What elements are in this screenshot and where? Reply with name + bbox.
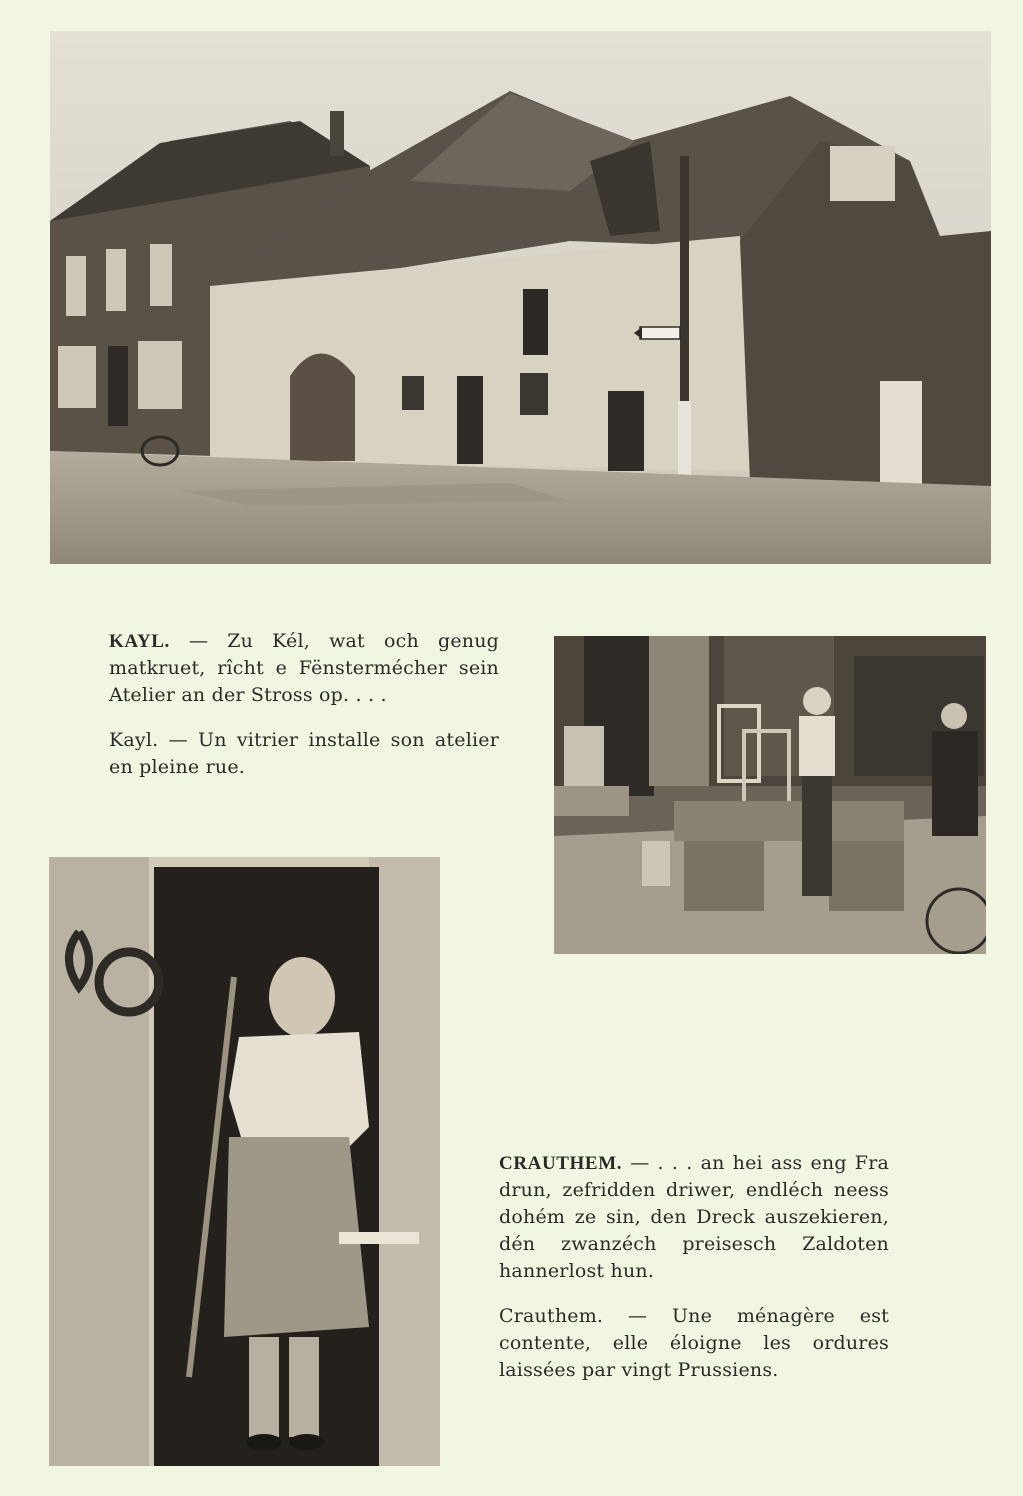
caption-text: — Zu Kél, wat och genug matkruet, rîcht e Fënstermécher sein Atelier an der Stross op. . . . bbox=[109, 630, 499, 706]
photo-glazier-workshop bbox=[554, 636, 986, 954]
caption-text: — Une ménagère est contente, elle éloigne les ordures laissées par vingt Prussiens. bbox=[499, 1305, 889, 1381]
caption-text: — Un vitrier installe son atelier en pleine rue. bbox=[109, 729, 499, 778]
arrow-sign-icon bbox=[634, 327, 680, 339]
caption-crauthem-luxembourgish bbox=[499, 1150, 889, 1285]
caption-kayl-luxembourgish bbox=[109, 628, 499, 709]
caption-lead: Kayl. bbox=[109, 729, 159, 751]
caption-crauthem bbox=[499, 1150, 889, 1384]
caption-kayl-french bbox=[109, 727, 499, 781]
caption-lead: Crauthem. bbox=[499, 1305, 604, 1327]
caption-lead: KAYL. bbox=[109, 631, 170, 652]
photo-housewife-doorway bbox=[49, 857, 440, 1466]
glazier-illustration bbox=[554, 636, 986, 954]
housewife-illustration bbox=[49, 857, 440, 1466]
caption-text: — . . . an hei ass eng Fra drun, zefridden driwer, endléch neess dohém ze sin, den Dreck auszekieren, dén zwanzéch preisesch Zaldoten hannerlost hun. bbox=[499, 1152, 889, 1282]
caption-crauthem-french bbox=[499, 1303, 889, 1384]
caption-lead: CRAUTHEM. bbox=[499, 1153, 623, 1174]
photo-damaged-farmhouse bbox=[50, 31, 991, 564]
farmhouse-illustration bbox=[50, 31, 991, 564]
caption-kayl bbox=[109, 628, 499, 781]
